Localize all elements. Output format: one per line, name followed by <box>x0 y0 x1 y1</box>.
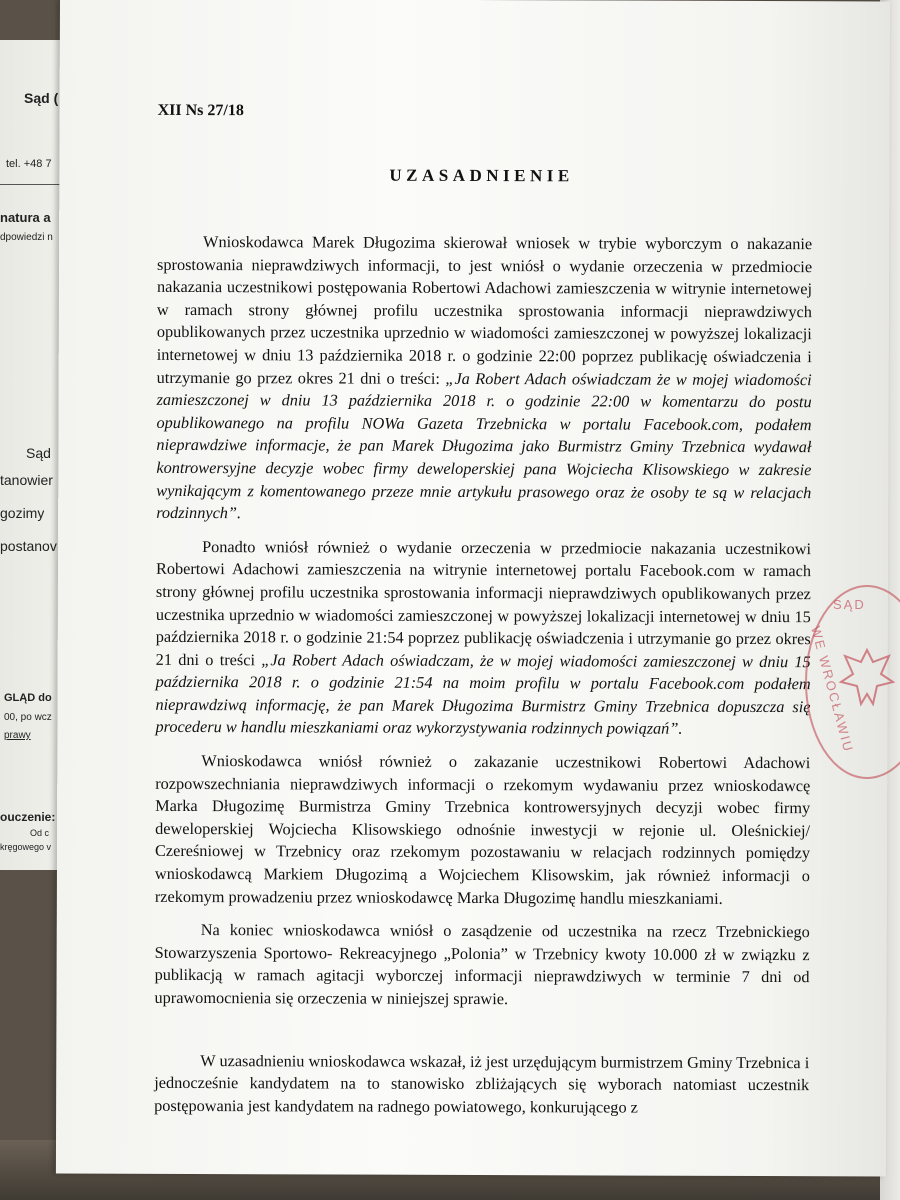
paragraph-1 <box>156 231 812 527</box>
paragraph-text: Wnioskodawca Marek Długozima skierował wniosek w trybie wyborczym o nakazanie sprostowania nieprawdziwych informacji, to jest wniósł o wydanie orzeczenia w przedmiocie nakazania uczestnikowi postępowania Robertowi Adachowi zamieszczenia w witrynie internetowej w ramach strony głównej profilu uczestnika sprostowania informacji nieprawdziwych opublikowanych przez uczestnika uprzednio w wiadomości zamieszczonej w powyższej lokalizacji internetowej w dniu 13 października 2018 r. o godzinie 22:00 poprzez publikację oświadczenia i utrzymanie go przez okres 21 dni o treści: <box>156 232 813 388</box>
bg-fragment: Sąd ( <box>24 90 59 106</box>
stamp-text-top: SĄD <box>833 597 866 612</box>
bg-fragment: tanowier <box>0 472 53 488</box>
case-number: XII Ns 27/18 <box>157 101 244 120</box>
bg-fragment: GLĄD do <box>4 692 52 704</box>
bg-fragment: 00, po wcz <box>4 712 52 723</box>
bg-fragment: prawy <box>4 730 31 741</box>
paragraph-4: Na koniec wnioskodawca wniósł o zasądzenie od uczestnika na rzecz Trzebnickiego Stowarzyszenia Sportowo- Rekreacyjnego „Polonia” w Trzebnicy kwoty 10.000 zł w związku z publikacją w ramach agitacji wyborczej informacji nieprawdziwych w terminie 7 dni od uprawomocnienia się orzeczenia w niniejszej sprawie. <box>154 920 810 1009</box>
bg-fragment: ouczenie: <box>0 810 56 824</box>
bg-fragment: gozimy <box>0 505 45 521</box>
bg-fragment: postanov <box>0 538 57 554</box>
quoted-statement: „Ja Robert Adach oświadczam że w mojej wiadomości zamieszczonej w dniu 13 października 2018 r. o godzinie 22:00 w komentarzu do postu opublikowanego na profilu NOWa Gazeta Trzebnicka w portalu Facebook.com, podałem nieprawdziwe informacje, że pan Marek Długozima jako Burmistrz Gminy Trzebnica wydawał kontrowersyjne decyzje wobec firmy deweloperskiej pana Wojciecha Klisowskiego w zakresie wynikającym z komentowanego przeze mnie artykułu prasowego oraz że osoby te są w relacjach rodzinnych”. <box>156 368 812 523</box>
bg-fragment: dpowiedzi n <box>0 232 53 243</box>
bg-fragment: natura a <box>0 210 51 225</box>
paragraph-3: Wnioskodawca wniósł również o zakazanie uczestnikowi Robertowi Adachowi rozpowszechniania nieprawdziwych informacji o rzekomym wydawaniu przez wnioskodawcę Marka Długozimę Burmistrza Gminy Trzebnica kontrowersyjnych decyzji wobec firmy deweloperskiej Wojciecha Klisowskiego odnośnie inwestycji w rejonie ul. Oleśnickiej/ Czereśniowej w Trzebnicy oraz rzekomym pozostawaniu w relacjach rodzinnych pomiędzy wnioskodawcą Markiem Długozimą a Wojciechem Klisowskim, jak również informacji o rzekomym prowadzeniu przez wnioskodawcę Marka Długozimę handlu mieszkaniami. <box>154 751 811 908</box>
document-page <box>56 0 890 1176</box>
bg-fragment: kręgowego v <box>0 842 52 852</box>
quoted-statement: „Ja Robert Adach oświadczam, że w mojej wiadomości zamieszczonej w dniu 15 października 2018 r. o godzinie 21:54 na moim profilu w portalu Facebook.com podałem nieprawdziwą informację, że pan Marek Długozima Burmistrz Gminy Trzebnica dopuszcza się procederu w handlu mieszkaniami oraz wykorzystywania rodzinnych powiązań”. <box>155 649 811 739</box>
paragraph-text: Ponadto wniósł również o wydanie orzeczenia w przedmiocie nakazania uczestnikowi Robertowi Adachowi zamieszczenia na witrynie internetowej portalu Facebook.com w ramach strony głównej profilu uczestnika sprostowania informacji nieprawdziwych opublikowanych przez uczestnika uprzednio w wiadomości zamieszczonej w powyższej lokalizacji internetowej w dniu 15 października 2018 r. o godzinie 21:54 poprzez publikację oświadczenia i utrzymanie go przez okres 21 dni o treści <box>155 536 812 669</box>
document-body <box>154 231 812 1131</box>
bg-fragment: Od c <box>30 828 50 838</box>
document-title: UZASADNIENIE <box>389 165 574 186</box>
bg-fragment: Sąd <box>26 445 51 461</box>
stamp-text-side: WE WROCŁAWIU <box>808 624 857 755</box>
bg-fragment: tel. +48 7 <box>6 158 52 170</box>
paragraph-5: W uzasadnieniu wnioskodawca wskazał, iż jest urzędującym burmistrzem Gminy Trzebnica i jednocześnie kandydatem na to stanowisko zbliżających się wyborach natomiast uczestnik postępowania jest kandydatem na radnego powiatowego, konkurującego z <box>154 1050 810 1117</box>
paragraph-2 <box>155 536 811 742</box>
eagle-emblem-icon <box>837 642 897 712</box>
